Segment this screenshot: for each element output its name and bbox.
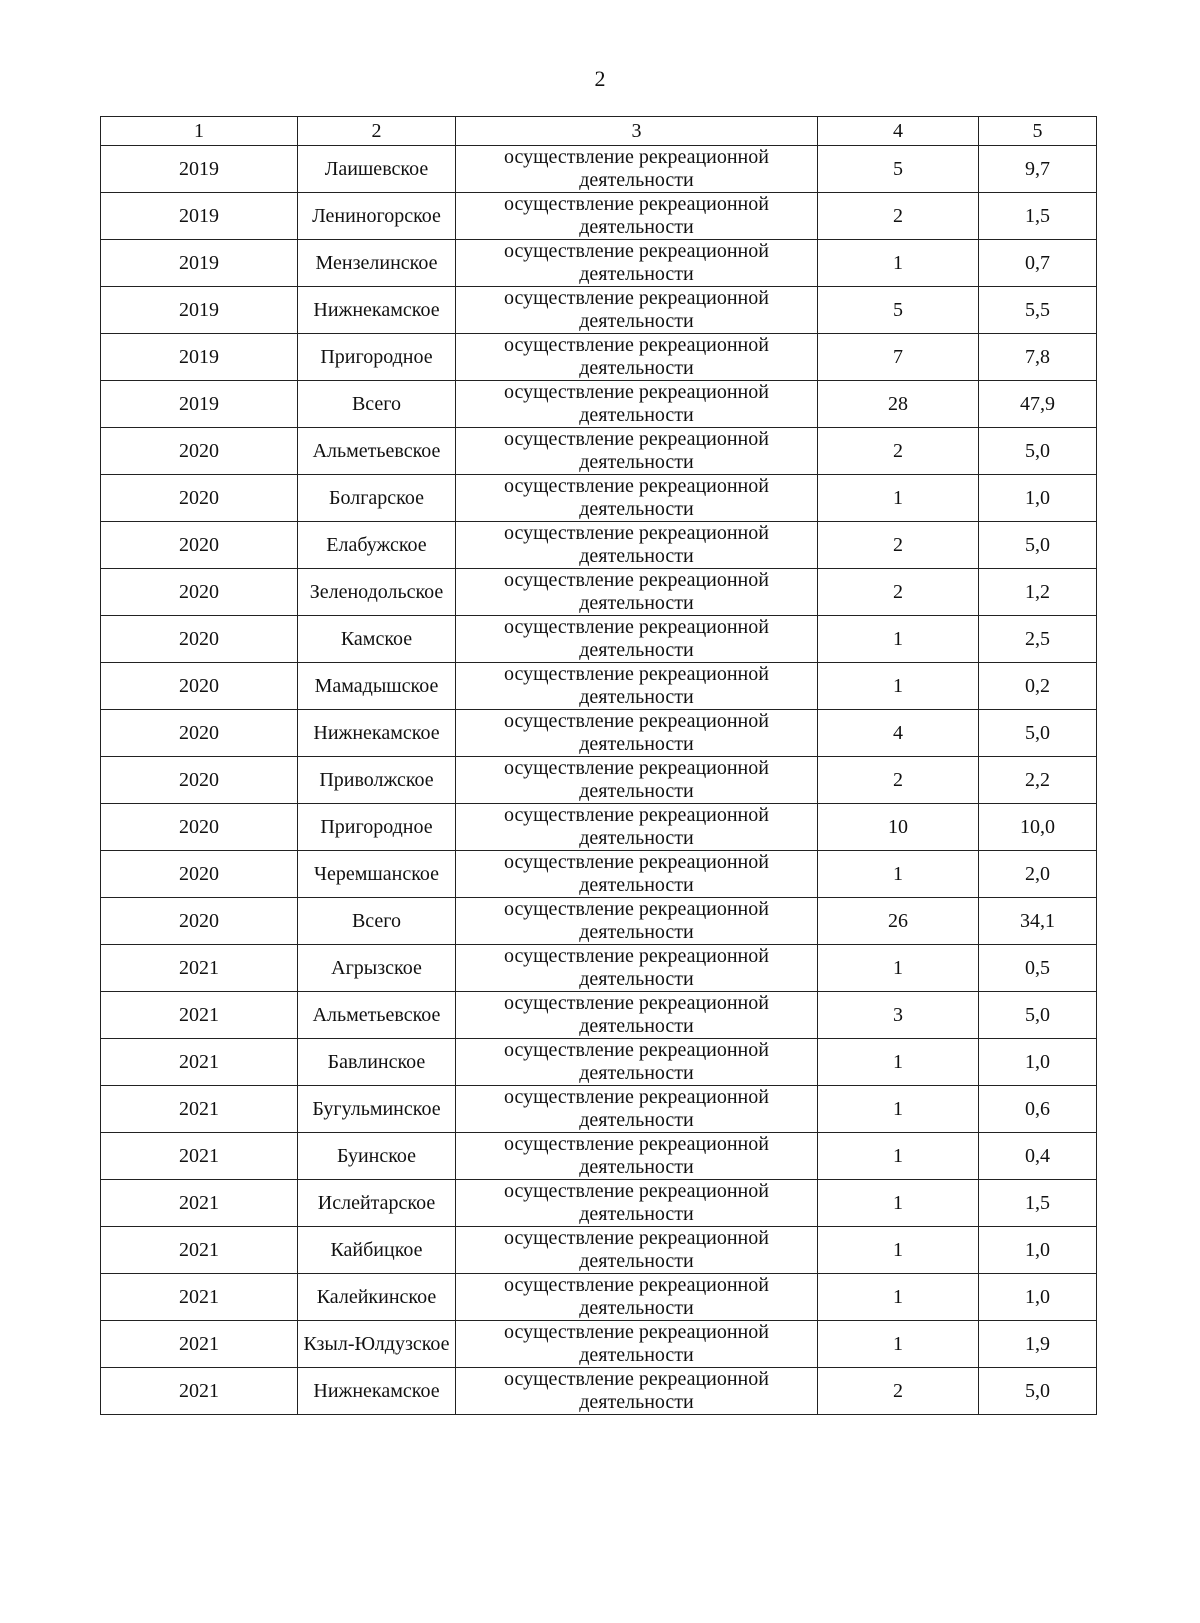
name-cell: Буинское: [298, 1133, 456, 1180]
activity-cell: осуществление рекреационной деятельности: [456, 287, 818, 334]
value-cell: 1,9: [979, 1321, 1097, 1368]
year-cell: 2020: [101, 569, 298, 616]
name-cell: Бавлинское: [298, 1039, 456, 1086]
name-cell: Пригородное: [298, 334, 456, 381]
table-row: [101, 710, 1097, 757]
value-cell: 2,5: [979, 616, 1097, 663]
activity-cell: осуществление рекреационной деятельности: [456, 710, 818, 757]
count-cell: 28: [818, 381, 979, 428]
count-cell: 1: [818, 663, 979, 710]
count-cell: 2: [818, 428, 979, 475]
table-row: [101, 1227, 1097, 1274]
value-cell: 0,6: [979, 1086, 1097, 1133]
value-cell: 1,0: [979, 1227, 1097, 1274]
activity-cell: осуществление рекреационной деятельности: [456, 146, 818, 193]
count-cell: 10: [818, 804, 979, 851]
year-cell: 2020: [101, 616, 298, 663]
count-cell: 7: [818, 334, 979, 381]
value-cell: 5,0: [979, 1368, 1097, 1415]
table-row: [101, 569, 1097, 616]
table-row: [101, 381, 1097, 428]
year-cell: 2021: [101, 1180, 298, 1227]
name-cell: Нижнекамское: [298, 710, 456, 757]
value-cell: 5,0: [979, 710, 1097, 757]
table-row: [101, 334, 1097, 381]
name-cell: Пригородное: [298, 804, 456, 851]
count-cell: 1: [818, 1227, 979, 1274]
year-cell: 2021: [101, 1039, 298, 1086]
count-cell: 3: [818, 992, 979, 1039]
activity-cell: осуществление рекреационной деятельности: [456, 334, 818, 381]
count-cell: 1: [818, 475, 979, 522]
activity-cell: осуществление рекреационной деятельности: [456, 428, 818, 475]
year-cell: 2021: [101, 945, 298, 992]
year-cell: 2021: [101, 1086, 298, 1133]
count-cell: 26: [818, 898, 979, 945]
table-row: [101, 240, 1097, 287]
table-row: [101, 851, 1097, 898]
value-cell: 10,0: [979, 804, 1097, 851]
count-cell: 1: [818, 616, 979, 663]
activity-cell: осуществление рекреационной деятельности: [456, 1368, 818, 1415]
name-cell: Кайбицкое: [298, 1227, 456, 1274]
activity-cell: осуществление рекреационной деятельности: [456, 1039, 818, 1086]
activity-cell: осуществление рекреационной деятельности: [456, 757, 818, 804]
count-cell: 2: [818, 1368, 979, 1415]
table-row: [101, 757, 1097, 804]
table-row: [101, 1321, 1097, 1368]
table-row: [101, 193, 1097, 240]
year-cell: 2019: [101, 381, 298, 428]
count-cell: 2: [818, 193, 979, 240]
table-row: [101, 945, 1097, 992]
count-cell: 1: [818, 851, 979, 898]
count-cell: 1: [818, 1039, 979, 1086]
year-cell: 2020: [101, 804, 298, 851]
value-cell: 1,0: [979, 475, 1097, 522]
table-row: [101, 663, 1097, 710]
value-cell: 1,5: [979, 1180, 1097, 1227]
year-cell: 2019: [101, 287, 298, 334]
count-cell: 1: [818, 1086, 979, 1133]
activity-cell: осуществление рекреационной деятельности: [456, 616, 818, 663]
activity-cell: осуществление рекреационной деятельности: [456, 1227, 818, 1274]
table-body: [101, 146, 1097, 1415]
name-cell: Болгарское: [298, 475, 456, 522]
year-cell: 2020: [101, 898, 298, 945]
count-cell: 1: [818, 240, 979, 287]
table-row: [101, 1368, 1097, 1415]
year-cell: 2020: [101, 428, 298, 475]
name-cell: Альметьевское: [298, 428, 456, 475]
activity-cell: осуществление рекреационной деятельности: [456, 522, 818, 569]
table-row: [101, 522, 1097, 569]
header-row: [101, 117, 1097, 146]
activity-cell: осуществление рекреационной деятельности: [456, 1086, 818, 1133]
value-cell: 34,1: [979, 898, 1097, 945]
year-cell: 2021: [101, 1368, 298, 1415]
value-cell: 5,0: [979, 522, 1097, 569]
table-row: [101, 804, 1097, 851]
year-cell: 2020: [101, 475, 298, 522]
year-cell: 2020: [101, 757, 298, 804]
activity-cell: осуществление рекреационной деятельности: [456, 569, 818, 616]
count-cell: 2: [818, 522, 979, 569]
count-cell: 5: [818, 146, 979, 193]
activity-cell: осуществление рекреационной деятельности: [456, 1321, 818, 1368]
name-cell: Всего: [298, 381, 456, 428]
year-cell: 2021: [101, 1133, 298, 1180]
value-cell: 0,2: [979, 663, 1097, 710]
table-row: [101, 475, 1097, 522]
year-cell: 2019: [101, 334, 298, 381]
activity-cell: осуществление рекреационной деятельности: [456, 992, 818, 1039]
year-cell: 2020: [101, 522, 298, 569]
column-header-4: 4: [818, 117, 979, 146]
name-cell: Мензелинское: [298, 240, 456, 287]
name-cell: Камское: [298, 616, 456, 663]
year-cell: 2021: [101, 992, 298, 1039]
value-cell: 7,8: [979, 334, 1097, 381]
name-cell: Агрызское: [298, 945, 456, 992]
name-cell: Альметьевское: [298, 992, 456, 1039]
value-cell: 1,0: [979, 1274, 1097, 1321]
name-cell: Калейкинское: [298, 1274, 456, 1321]
value-cell: 5,5: [979, 287, 1097, 334]
activity-cell: осуществление рекреационной деятельности: [456, 1180, 818, 1227]
activity-cell: осуществление рекреационной деятельности: [456, 804, 818, 851]
table-row: [101, 898, 1097, 945]
table-row: [101, 1086, 1097, 1133]
count-cell: 2: [818, 757, 979, 804]
column-header-1: 1: [101, 117, 298, 146]
count-cell: 1: [818, 1321, 979, 1368]
activity-cell: осуществление рекреационной деятельности: [456, 851, 818, 898]
name-cell: Зеленодольское: [298, 569, 456, 616]
name-cell: Лениногорское: [298, 193, 456, 240]
column-header-3: 3: [456, 117, 818, 146]
name-cell: Лаишевское: [298, 146, 456, 193]
value-cell: 47,9: [979, 381, 1097, 428]
value-cell: 0,5: [979, 945, 1097, 992]
year-cell: 2021: [101, 1274, 298, 1321]
year-cell: 2019: [101, 240, 298, 287]
activity-cell: осуществление рекреационной деятельности: [456, 381, 818, 428]
count-cell: 1: [818, 1274, 979, 1321]
table-row: [101, 1180, 1097, 1227]
name-cell: Нижнекамское: [298, 1368, 456, 1415]
activity-cell: осуществление рекреационной деятельности: [456, 898, 818, 945]
table-row: [101, 616, 1097, 663]
value-cell: 5,0: [979, 428, 1097, 475]
year-cell: 2021: [101, 1227, 298, 1274]
year-cell: 2020: [101, 710, 298, 757]
name-cell: Бугульминское: [298, 1086, 456, 1133]
value-cell: 1,0: [979, 1039, 1097, 1086]
value-cell: 1,2: [979, 569, 1097, 616]
name-cell: Ислейтарское: [298, 1180, 456, 1227]
name-cell: Елабужское: [298, 522, 456, 569]
year-cell: 2020: [101, 663, 298, 710]
table-row: [101, 146, 1097, 193]
count-cell: 1: [818, 1180, 979, 1227]
name-cell: Приволжское: [298, 757, 456, 804]
table-row: [101, 1039, 1097, 1086]
table-row: [101, 992, 1097, 1039]
year-cell: 2020: [101, 851, 298, 898]
data-table: [100, 116, 1097, 1415]
name-cell: Мамадышское: [298, 663, 456, 710]
table-header: [101, 117, 1097, 146]
name-cell: Всего: [298, 898, 456, 945]
activity-cell: осуществление рекреационной деятельности: [456, 663, 818, 710]
value-cell: 1,5: [979, 193, 1097, 240]
count-cell: 2: [818, 569, 979, 616]
name-cell: Черемшанское: [298, 851, 456, 898]
activity-cell: осуществление рекреационной деятельности: [456, 1274, 818, 1321]
value-cell: 2,0: [979, 851, 1097, 898]
count-cell: 1: [818, 945, 979, 992]
value-cell: 9,7: [979, 146, 1097, 193]
year-cell: 2021: [101, 1321, 298, 1368]
column-header-5: 5: [979, 117, 1097, 146]
count-cell: 5: [818, 287, 979, 334]
table-row: [101, 1274, 1097, 1321]
count-cell: 1: [818, 1133, 979, 1180]
table-row: [101, 428, 1097, 475]
value-cell: 2,2: [979, 757, 1097, 804]
column-header-2: 2: [298, 117, 456, 146]
year-cell: 2019: [101, 193, 298, 240]
count-cell: 4: [818, 710, 979, 757]
table-row: [101, 287, 1097, 334]
activity-cell: осуществление рекреационной деятельности: [456, 240, 818, 287]
value-cell: 5,0: [979, 992, 1097, 1039]
table-row: [101, 1133, 1097, 1180]
activity-cell: осуществление рекреационной деятельности: [456, 475, 818, 522]
activity-cell: осуществление рекреационной деятельности: [456, 1133, 818, 1180]
value-cell: 0,4: [979, 1133, 1097, 1180]
name-cell: Кзыл-Юлдузское: [298, 1321, 456, 1368]
activity-cell: осуществление рекреационной деятельности: [456, 193, 818, 240]
page-number: 2: [594, 66, 606, 91]
activity-cell: осуществление рекреационной деятельности: [456, 945, 818, 992]
name-cell: Нижнекамское: [298, 287, 456, 334]
year-cell: 2019: [101, 146, 298, 193]
value-cell: 0,7: [979, 240, 1097, 287]
